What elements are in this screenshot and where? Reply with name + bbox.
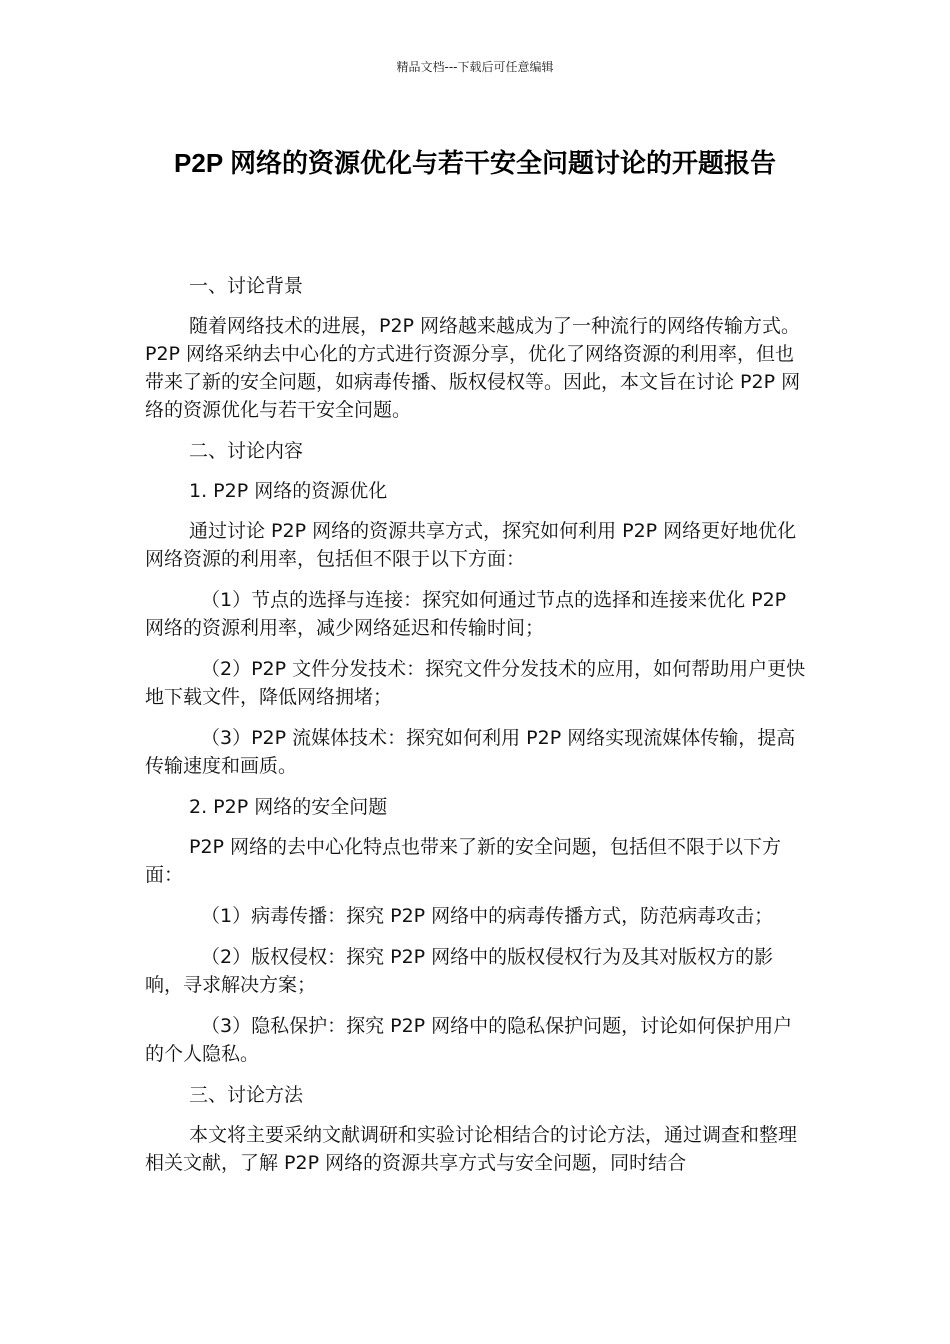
list-item-privacy: （3）隐私保护：探究 P2P 网络中的隐私保护问题，讨论如何保护用户的个人隐私。 [145, 1015, 793, 1065]
document-body [145, 270, 810, 1177]
paragraph-background: 随着网络技术的进展，P2P 网络越来越成为了一种流行的网络传输方式。P2P 网络采纳去中心化的方式进行资源分享，优化了网络资源的利用率，但也带来了新的安全问题，如病毒传播、版权侵权等。因此，本文旨在讨论 P2P 网络的资源优化与若干安全问题。 [145, 315, 801, 421]
paragraph-method: 本文将主要采纳文献调研和实验讨论相结合的讨论方法，通过调查和整理相关文献，了解 P2P 网络的资源共享方式与安全问题，同时结合 [145, 1124, 798, 1174]
paragraph-security-intro: P2P 网络的去中心化特点也带来了新的安全问题，包括但不限于以下方面： [145, 836, 782, 886]
paragraph-resource-intro: 通过讨论 P2P 网络的资源共享方式，探究如何利用 P2P 网络更好地优化网络资源的利用率，包括但不限于以下方面： [145, 520, 797, 570]
list-item-copyright: （2）版权侵权：探究 P2P 网络中的版权侵权行为及其对版权方的影响，寻求解决方案； [145, 946, 774, 996]
subheading-security-issues: 2. P2P 网络的安全问题 [189, 796, 388, 818]
document-title: P2P 网络的资源优化与若干安全问题讨论的开题报告 [174, 148, 776, 178]
header-note: 精品文档---下载后可任意编辑 [396, 60, 554, 74]
list-item-streaming: （3）P2P 流媒体技术：探究如何利用 P2P 网络实现流媒体传输，提高传输速度和画质。 [145, 727, 796, 777]
list-item-node-selection: （1）节点的选择与连接：探究如何通过节点的选择和连接来优化 P2P 网络的资源利用率，减少网络延迟和传输时间； [145, 589, 787, 639]
list-item-virus: （1）病毒传播：探究 P2P 网络中的病毒传播方式，防范病毒攻击； [201, 905, 774, 927]
section-heading-content: 二、讨论内容 [189, 440, 304, 462]
list-item-file-distribution: （2）P2P 文件分发技术：探究文件分发技术的应用，如何帮助用户更快地下载文件，降低网络拥堵； [145, 658, 806, 708]
section-heading-background: 一、讨论背景 [189, 275, 304, 297]
section-heading-method: 三、讨论方法 [189, 1084, 304, 1106]
subheading-resource-optimization: 1. P2P 网络的资源优化 [189, 480, 388, 502]
